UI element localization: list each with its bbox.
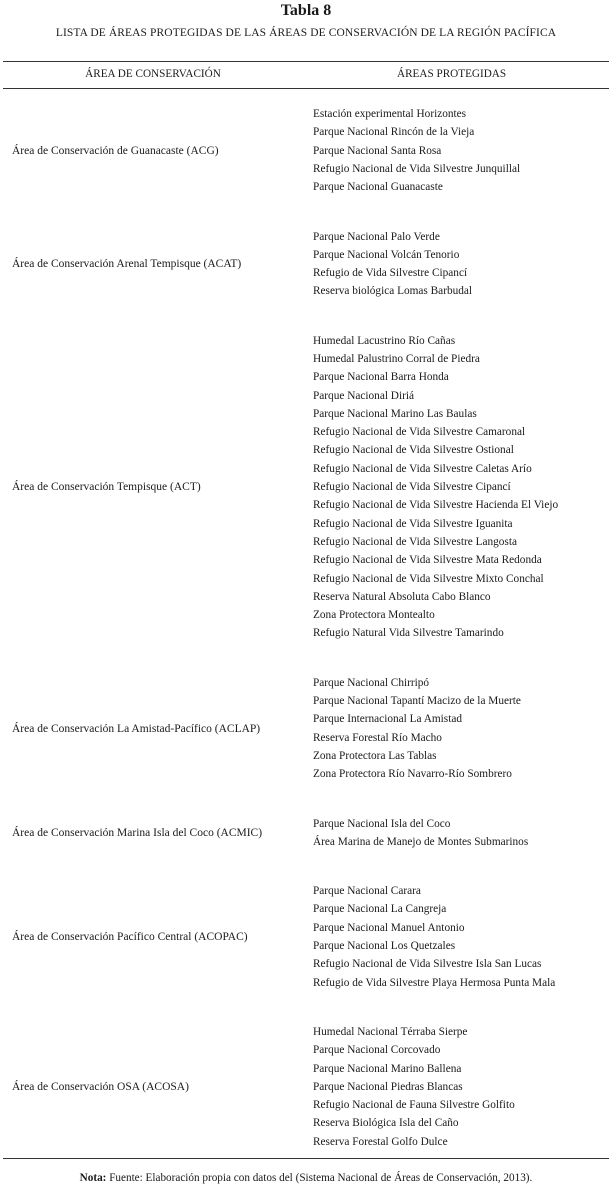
protected-area-item: Área Marina de Manejo de Montes Submarinos [313, 835, 529, 848]
protected-area-item: Reserva Forestal Golfo Dulce [313, 1135, 448, 1148]
table-row [0, 815, 612, 852]
protected-area-item: Zona Protectora Montealto [313, 609, 435, 622]
protected-area-item: Parque Nacional Guanacaste [313, 181, 443, 194]
protected-area-item: Refugio Nacional de Vida Silvestre Cipancí [313, 481, 511, 494]
protected-area-item: Refugio Nacional de Vida Silvestre Camaronal [313, 426, 526, 439]
protected-area-item: Refugio Nacional de Vida Silvestre Isla San Lucas [313, 958, 542, 971]
protected-area-item: Parque Nacional Palo Verde [313, 230, 440, 243]
note-label: Nota: [79, 1172, 107, 1184]
protected-area-item: Estación experimental Horizontes [313, 108, 467, 120]
protected-areas-list [313, 882, 555, 992]
protected-area-item: Zona Protectora Las Tablas [313, 749, 437, 762]
table-title: Tabla 8 [280, 2, 332, 19]
table-row [0, 332, 612, 643]
table-subtitle: LISTA DE ÁREAS PROTEGIDAS DE LAS ÁREAS DE CONSERVACIÓN DE LA REGIÓN PACÍFICA [55, 27, 557, 39]
protected-area-item: Refugio Nacional de Vida Silvestre Langosta [313, 535, 517, 548]
protected-area-item: Parque Nacional Piedras Blancas [313, 1080, 463, 1093]
conservation-area-name: Área de Conservación de Guanacaste (ACG) [12, 144, 219, 157]
protected-area-item: Parque Nacional Volcán Tenorio [313, 248, 460, 261]
protected-area-item: Refugio Nacional de Vida Silvestre Junquillal [313, 162, 521, 175]
protected-area-item: Reserva Forestal Río Macho [313, 731, 442, 744]
protected-area-item: Reserva Biológica Isla del Caño [313, 1117, 459, 1130]
header-area: ÁREA DE CONSERVACIÓN [85, 68, 221, 80]
protected-area-item: Refugio Natural Vida Silvestre Tamarindo [313, 627, 504, 640]
table-note [0, 1170, 612, 1186]
protected-area-item: Humedal Palustrino Corral de Piedra [313, 352, 480, 365]
protected-area-item: Humedal Lacustrino Río Cañas [313, 334, 456, 347]
table-row [0, 1023, 612, 1151]
protected-area-item: Reserva Natural Absoluta Cabo Blanco [313, 590, 491, 603]
table-row [0, 882, 612, 992]
note-text: Fuente: Elaboración propia con datos del (Sistema Nacional de Áreas de Conservación, 2013). [106, 1172, 533, 1184]
protected-area-item: Zona Protectora Río Navarro-Río Sombrero [313, 768, 512, 781]
protected-areas-list [313, 332, 558, 643]
table-row [0, 674, 612, 784]
protected-area-item: Parque Nacional Marino Ballena [313, 1062, 462, 1075]
protected-area-item: Parque Nacional Carara [313, 885, 421, 898]
protected-area-item: Refugio Nacional de Vida Silvestre Mata Redonda [313, 554, 542, 567]
protected-areas-list [313, 674, 521, 784]
protected-area-item: Parque Nacional Los Quetzales [313, 940, 456, 953]
protected-areas-list [313, 815, 528, 852]
protected-area-item: Parque Nacional Marino Las Baulas [313, 407, 477, 420]
header-rule [3, 88, 609, 89]
protected-area-item: Refugio Nacional de Fauna Silvestre Golfito [313, 1099, 515, 1112]
table-row [0, 105, 612, 197]
protected-area-item: Refugio Nacional de Vida Silvestre Caletas Arío [313, 462, 532, 475]
protected-area-item: Refugio de Vida Silvestre Playa Hermosa Punta Mala [313, 976, 556, 989]
top-rule [3, 61, 609, 62]
protected-area-item: Parque Internacional La Amistad [313, 713, 463, 726]
protected-area-item: Parque Nacional Tapantí Macizo de la Muerte [313, 695, 521, 708]
conservation-area-name: Área de Conservación Tempisque (ACT) [12, 481, 201, 494]
conservation-area-name: Área de Conservación Pacífico Central (ACOPAC) [12, 931, 248, 944]
protected-area-item: Reserva biológica Lomas Barbudal [313, 285, 473, 298]
protected-area-item: Refugio Nacional de Vida Silvestre Ostional [313, 444, 514, 457]
conservation-area-name: Área de Conservación OSA (ACOSA) [12, 1081, 189, 1094]
conservation-area-name: Área de Conservación Marina Isla del Coco (ACMIC) [12, 826, 263, 839]
protected-area-item: Parque Nacional Barra Honda [313, 371, 449, 384]
protected-area-item: Parque Nacional Santa Rosa [313, 144, 442, 157]
protected-area-item: Refugio Nacional de Vida Silvestre Iguanita [313, 517, 513, 530]
header-protected: ÁREAS PROTEGIDAS [397, 68, 507, 80]
table-body [0, 90, 612, 1158]
protected-area-item: Humedal Nacional Térraba Sierpe [313, 1026, 468, 1038]
protected-area-item: Parque Nacional Corcovado [313, 1044, 441, 1057]
conservation-area-name: Área de Conservación La Amistad-Pacífico (ACLAP) [12, 722, 261, 735]
protected-area-item: Refugio Nacional de Vida Silvestre Mixto Conchal [313, 572, 544, 585]
bottom-rule [3, 1158, 609, 1159]
protected-areas-list [313, 105, 520, 196]
table-row [0, 228, 612, 301]
protected-area-item: Parque Nacional Rincón de la Vieja [313, 126, 475, 139]
protected-area-item: Refugio Nacional de Vida Silvestre Hacienda El Viejo [313, 499, 559, 512]
protected-areas-list [313, 1023, 515, 1151]
protected-area-item: Refugio de Vida Silvestre Cipancí [313, 267, 468, 280]
protected-area-item: Parque Nacional Chirripó [313, 676, 430, 689]
conservation-area-name: Área de Conservación Arenal Tempisque (ACAT) [12, 258, 242, 271]
protected-area-item: Parque Nacional Isla del Coco [313, 817, 451, 830]
protected-area-item: Parque Nacional Manuel Antonio [313, 921, 465, 934]
protected-areas-list [313, 228, 472, 301]
protected-area-item: Parque Nacional La Cangreja [313, 903, 447, 916]
protected-area-item: Parque Nacional Diriá [313, 389, 415, 402]
